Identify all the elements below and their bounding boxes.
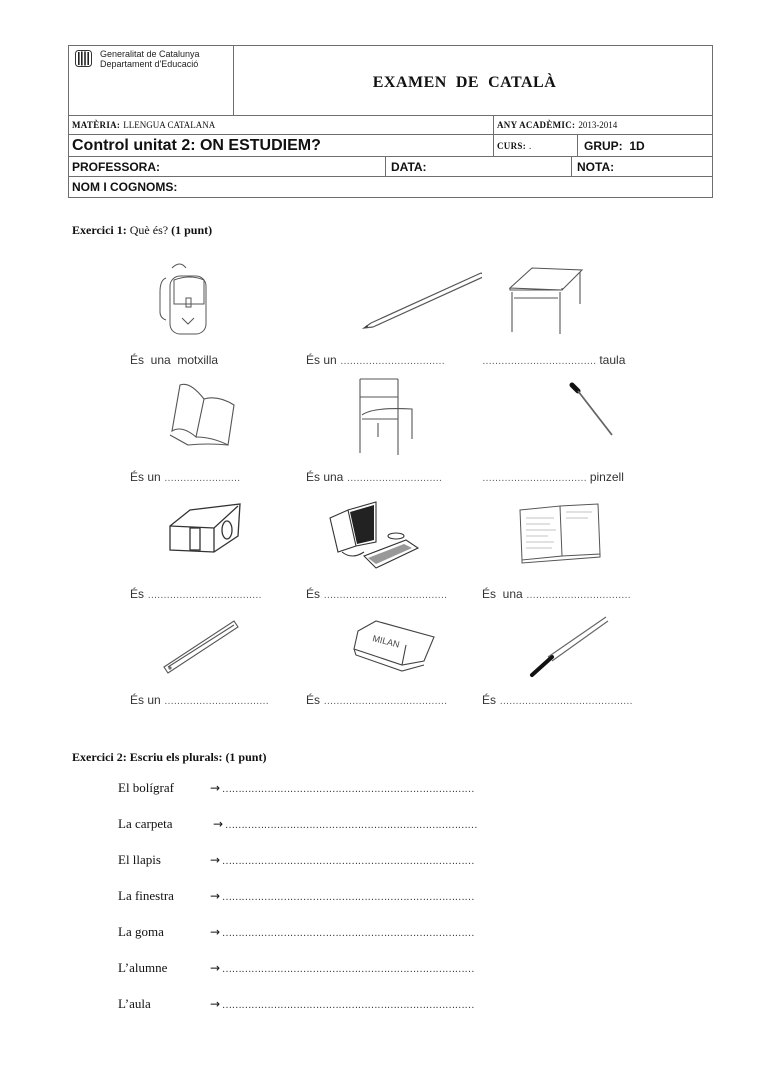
exercise-2-points: (1 punt)	[225, 750, 267, 764]
picture-row	[130, 375, 660, 492]
picture-item	[482, 375, 658, 492]
plural-answer-blank[interactable]: ……………………………………………………………………	[222, 964, 475, 975]
fill-in-blank[interactable]: És ……………………………………	[482, 693, 633, 707]
picture-row	[130, 492, 660, 609]
exam-title-cell	[234, 46, 712, 115]
course-cell	[494, 135, 578, 156]
picture-row	[130, 609, 660, 709]
arrow-right-icon: →	[210, 781, 221, 795]
singular-word: La finestra	[118, 888, 174, 903]
date-label: DATA:	[391, 159, 427, 174]
academic-year-label: ANY ACADÈMIC:	[497, 120, 576, 130]
singular-word: La goma	[118, 924, 164, 939]
institution-logo	[75, 49, 200, 69]
fill-in-blank[interactable]: És …………………………………	[306, 587, 447, 601]
exercise-2-prompt: Escriu els plurals:	[129, 750, 223, 764]
fill-in-blank[interactable]: És …………………………………	[306, 693, 447, 707]
header-row-control	[69, 135, 712, 157]
plural-answer-blank[interactable]: ……………………………………………………………………	[222, 1000, 475, 1011]
arrow-right-icon: →	[210, 961, 221, 975]
pencil-sharpener-icon	[130, 492, 306, 582]
institution-name: Generalitat de Catalunya	[100, 49, 200, 59]
teacher-field[interactable]	[69, 157, 386, 176]
generalitat-emblem-icon	[75, 50, 92, 67]
singular-word: L’aula	[118, 996, 151, 1011]
exam-title: EXAMEN DE CATALÀ	[372, 73, 557, 91]
plural-row	[118, 780, 477, 816]
book-icon	[130, 375, 306, 465]
backpack-icon	[130, 258, 306, 348]
fill-in-blank[interactable]: És una ……………………………	[482, 587, 631, 601]
picture-row	[130, 258, 660, 375]
fill-in-blank[interactable]: És un ……………………………	[306, 353, 445, 367]
header-row-title	[69, 46, 712, 116]
picture-item	[482, 609, 658, 709]
arrow-right-icon: →	[213, 817, 224, 831]
plural-row	[118, 924, 477, 960]
plural-answer-blank[interactable]: ……………………………………………………………………	[222, 784, 475, 795]
picture-item	[130, 375, 306, 492]
computer-icon	[306, 492, 482, 582]
arrow-right-icon: →	[210, 997, 221, 1011]
exercise-1-picture-grid	[130, 258, 660, 709]
subject-cell	[69, 116, 494, 134]
singular-word: L’alumne	[118, 960, 168, 975]
exercise-2-label: Exercici 2:	[72, 750, 127, 764]
fill-in-blank[interactable]: ……………………………… taula	[482, 353, 626, 367]
arrow-right-icon: →	[210, 853, 221, 867]
picture-item	[130, 258, 306, 375]
grade-label: NOTA:	[577, 159, 615, 174]
course-value: .	[529, 140, 532, 151]
plural-answer-blank[interactable]: ……………………………………………………………………	[222, 892, 475, 903]
subject-label: MATÈRIA:	[72, 120, 121, 130]
group-cell	[578, 135, 712, 156]
exercise-1-prompt: Què és?	[129, 223, 169, 237]
exercise-1-heading	[72, 223, 212, 238]
picture-item	[482, 492, 658, 609]
exercise-2-heading	[72, 750, 266, 765]
picture-item	[306, 609, 482, 709]
arrow-right-icon: →	[210, 889, 221, 903]
student-name-field[interactable]	[69, 177, 712, 197]
student-name-label: NOM I COGNOMS:	[72, 180, 178, 194]
pencil-icon	[306, 258, 482, 348]
picture-item	[130, 609, 306, 709]
picture-item	[306, 258, 482, 375]
course-label: CURS:	[497, 140, 527, 151]
grade-field[interactable]	[572, 157, 712, 176]
singular-word: El llapis	[118, 852, 161, 867]
academic-year-value: 2013-2014	[578, 120, 618, 130]
plural-row	[118, 852, 477, 888]
picture-item	[306, 492, 482, 609]
singular-word: La carpeta	[118, 816, 173, 831]
pen-icon	[482, 609, 658, 699]
plural-row	[118, 888, 477, 924]
chair-icon	[306, 375, 482, 465]
plural-answer-blank[interactable]: ……………………………………………………………………	[225, 820, 478, 831]
eraser-brand-text: MILAN	[371, 633, 401, 650]
paintbrush-icon	[482, 375, 658, 465]
header-row-name	[69, 177, 712, 197]
exercise-1-label: Exercici 1:	[72, 223, 127, 237]
fill-in-blank[interactable]: És un ……………………	[130, 470, 241, 484]
table-icon	[482, 258, 658, 348]
picture-caption: És una motxilla	[130, 353, 219, 367]
fill-in-blank[interactable]: …………………………… pinzell	[482, 470, 624, 484]
subject-value: LLENGUA CATALANA	[123, 120, 216, 130]
plural-row	[118, 816, 477, 852]
date-field[interactable]	[386, 157, 572, 176]
academic-year-cell	[494, 116, 712, 134]
institution-cell	[69, 46, 234, 115]
exam-header-table	[68, 45, 713, 198]
header-row-subject	[69, 116, 712, 135]
fill-in-blank[interactable]: És una …………………………	[306, 470, 442, 484]
singular-word: El bolígraf	[118, 780, 174, 795]
arrow-right-icon: →	[210, 925, 221, 939]
control-title: Control unitat 2: ON ESTUDIEM?	[72, 136, 321, 154]
teacher-label: PROFESSORA:	[72, 159, 161, 174]
fill-in-blank[interactable]: És un ……………………………	[130, 693, 269, 707]
picture-item	[130, 492, 306, 609]
picture-item	[482, 258, 658, 375]
plural-row	[118, 996, 477, 1032]
group-label: GRUP: 1D	[584, 138, 645, 153]
plural-answer-blank[interactable]: ……………………………………………………………………	[222, 856, 475, 867]
plural-row	[118, 960, 477, 996]
fill-in-blank[interactable]: És ………………………………	[130, 587, 262, 601]
plurals-list	[118, 780, 477, 1032]
exercise-1-points: (1 punt)	[171, 223, 213, 237]
control-title-cell	[69, 135, 494, 156]
ruler-icon	[130, 609, 306, 699]
notebook-icon	[482, 492, 658, 582]
department-name: Departament d'Educació	[100, 59, 199, 69]
header-row-teacher	[69, 157, 712, 177]
plural-answer-blank[interactable]: ……………………………………………………………………	[222, 928, 475, 939]
eraser-icon	[306, 609, 482, 699]
picture-item	[306, 375, 482, 492]
